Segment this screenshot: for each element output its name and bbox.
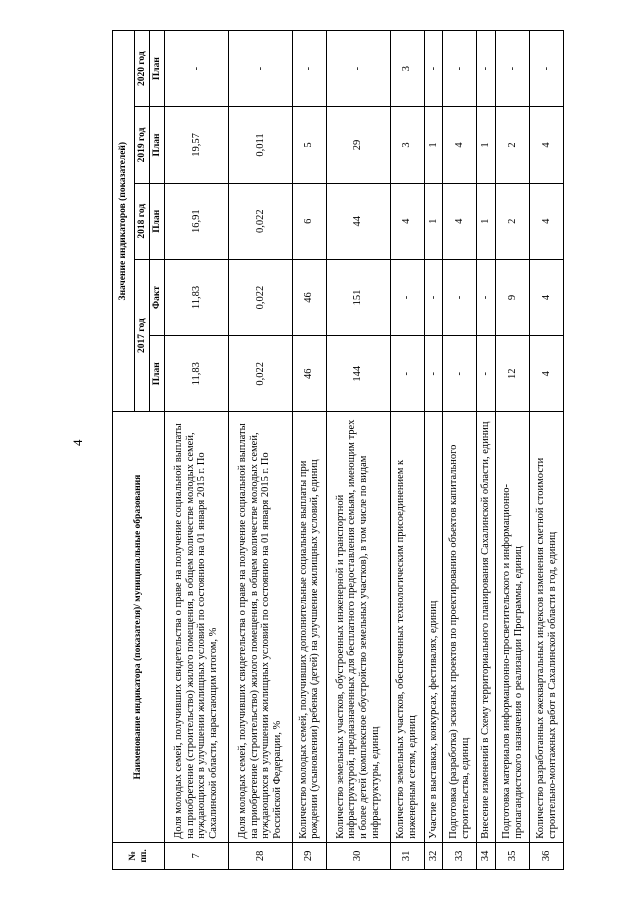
row-value: 29: [326, 107, 390, 183]
row-value: 3: [390, 31, 424, 107]
row-value: 11,83: [165, 259, 229, 335]
header-name: Наименование индикатора (показателя)/ муниципальные образования: [113, 412, 165, 842]
row-value: 0,022: [228, 336, 292, 412]
row-value: -: [424, 336, 443, 412]
table-row: [424, 31, 443, 870]
row-value: -: [424, 31, 443, 107]
header-year-2018: 2018 год: [135, 183, 150, 259]
row-value: -: [443, 259, 477, 335]
row-name: Подготовка материалов информационно-просветительского и информационно-пропагандистского назначения о реализации Программы, единиц: [496, 412, 530, 842]
row-name: Количество земельных участков, обустроенных инженерной и транспортной инфраструктурой, предназначенных для бесплатного предоставления семьям, имеющим трех и более детей (комплексное обустройство земельных участков), в том числе по видам инфраструктуры, единиц: [326, 412, 390, 842]
row-value: 1: [477, 107, 496, 183]
row-value: 4: [530, 107, 564, 183]
row-value: 16,91: [165, 183, 229, 259]
table-row: [443, 31, 477, 870]
row-value: 4: [390, 183, 424, 259]
table-row: [326, 31, 390, 870]
row-name: Количество молодых семей, получивших дополнительные социальные выплаты при рождении (усыновлении) ребенка (детей) на улучшение жилищных условий, единиц: [292, 412, 326, 842]
row-value: 0,022: [228, 259, 292, 335]
row-value: 144: [326, 336, 390, 412]
row-value: 151: [326, 259, 390, 335]
row-value: -: [443, 31, 477, 107]
row-value: 46: [292, 259, 326, 335]
row-value: 19,57: [165, 107, 229, 183]
row-value: 0,011: [228, 107, 292, 183]
row-value: 46: [292, 336, 326, 412]
row-value: 2: [496, 107, 530, 183]
row-num: 28: [228, 842, 292, 869]
row-name: Внесение изменений в Схему территориального планирования Сахалинской области, единиц: [477, 412, 496, 842]
row-value: 4: [530, 336, 564, 412]
row-value: -: [228, 31, 292, 107]
rotated-table-container: [112, 30, 564, 870]
row-value: -: [530, 31, 564, 107]
header-plan: План: [150, 31, 165, 107]
table-row: [530, 31, 564, 870]
header-values: Значение индикаторов (показателей): [113, 31, 135, 412]
table-row: [477, 31, 496, 870]
header-plan: План: [150, 336, 165, 412]
row-value: -: [424, 259, 443, 335]
row-value: 1: [424, 107, 443, 183]
header-year-2020: 2020 год: [135, 31, 150, 107]
row-value: 4: [443, 183, 477, 259]
row-value: 4: [443, 107, 477, 183]
row-value: 3: [390, 107, 424, 183]
table-row: [165, 31, 229, 870]
header-fact: Факт: [150, 259, 165, 335]
row-value: 11,83: [165, 336, 229, 412]
header-num: № пп.: [113, 842, 165, 869]
row-name: Участие в выставках, конкурсах, фестивалях, единиц: [424, 412, 443, 842]
row-value: 4: [530, 183, 564, 259]
row-value: -: [477, 259, 496, 335]
table-row: [496, 31, 530, 870]
table-row: [228, 31, 292, 870]
row-value: 9: [496, 259, 530, 335]
row-value: 2: [496, 183, 530, 259]
row-name: Подготовка (разработка) эскизных проектов по проектированию объектов капитального строительства, единиц: [443, 412, 477, 842]
row-num: 35: [496, 842, 530, 869]
header-plan: План: [150, 183, 165, 259]
table-row: [292, 31, 326, 870]
row-num: 34: [477, 842, 496, 869]
row-value: 12: [496, 336, 530, 412]
header-year-2017: 2017 год: [135, 259, 150, 412]
row-value: 44: [326, 183, 390, 259]
header-year-2019: 2019 год: [135, 107, 150, 183]
row-name: Доля молодых семей, получивших свидетельства о праве на получение социальной выплаты на приобретение (строительство) жилого помещения, в общем количестве молодых семей, нуждающихся в улучшении жилищных условий по состоянию на 01 января 2015 г. По Российской Федерации, %: [228, 412, 292, 842]
row-value: -: [496, 31, 530, 107]
row-num: 7: [165, 842, 229, 869]
row-num: 36: [530, 842, 564, 869]
row-value: -: [443, 336, 477, 412]
row-num: 30: [326, 842, 390, 869]
row-value: 1: [424, 183, 443, 259]
row-num: 31: [390, 842, 424, 869]
row-value: -: [326, 31, 390, 107]
table-row: [390, 31, 424, 870]
row-num: 33: [443, 842, 477, 869]
row-value: -: [390, 259, 424, 335]
indicators-table: [112, 30, 564, 870]
row-value: -: [477, 336, 496, 412]
row-name: Количество разработанных ежеквартальных индексов изменения сметной стоимости строительно-монтажных работ в Сахалинской области в год, единиц: [530, 412, 564, 842]
page-number: 4: [70, 439, 85, 446]
row-num: 32: [424, 842, 443, 869]
row-value: 6: [292, 183, 326, 259]
row-value: 0,022: [228, 183, 292, 259]
header-plan: План: [150, 107, 165, 183]
row-value: 4: [530, 259, 564, 335]
row-value: -: [477, 31, 496, 107]
row-value: 1: [477, 183, 496, 259]
row-value: -: [390, 336, 424, 412]
row-value: -: [165, 31, 229, 107]
row-value: 5: [292, 107, 326, 183]
row-value: -: [292, 31, 326, 107]
row-name: Количество земельных участков, обеспеченных технологическим присоединением к инженерным сетям, единиц: [390, 412, 424, 842]
row-num: 29: [292, 842, 326, 869]
row-name: Доля молодых семей, получивших свидетельства о праве на получение социальной выплаты на приобретение (строительство) жилого помещения, в общем количестве молодых семей, нуждающихся в улучшении жилищных условий по состоянию на 01 января 2015 г. По Сахалинской области, нарастающим итогом, %: [165, 412, 229, 842]
